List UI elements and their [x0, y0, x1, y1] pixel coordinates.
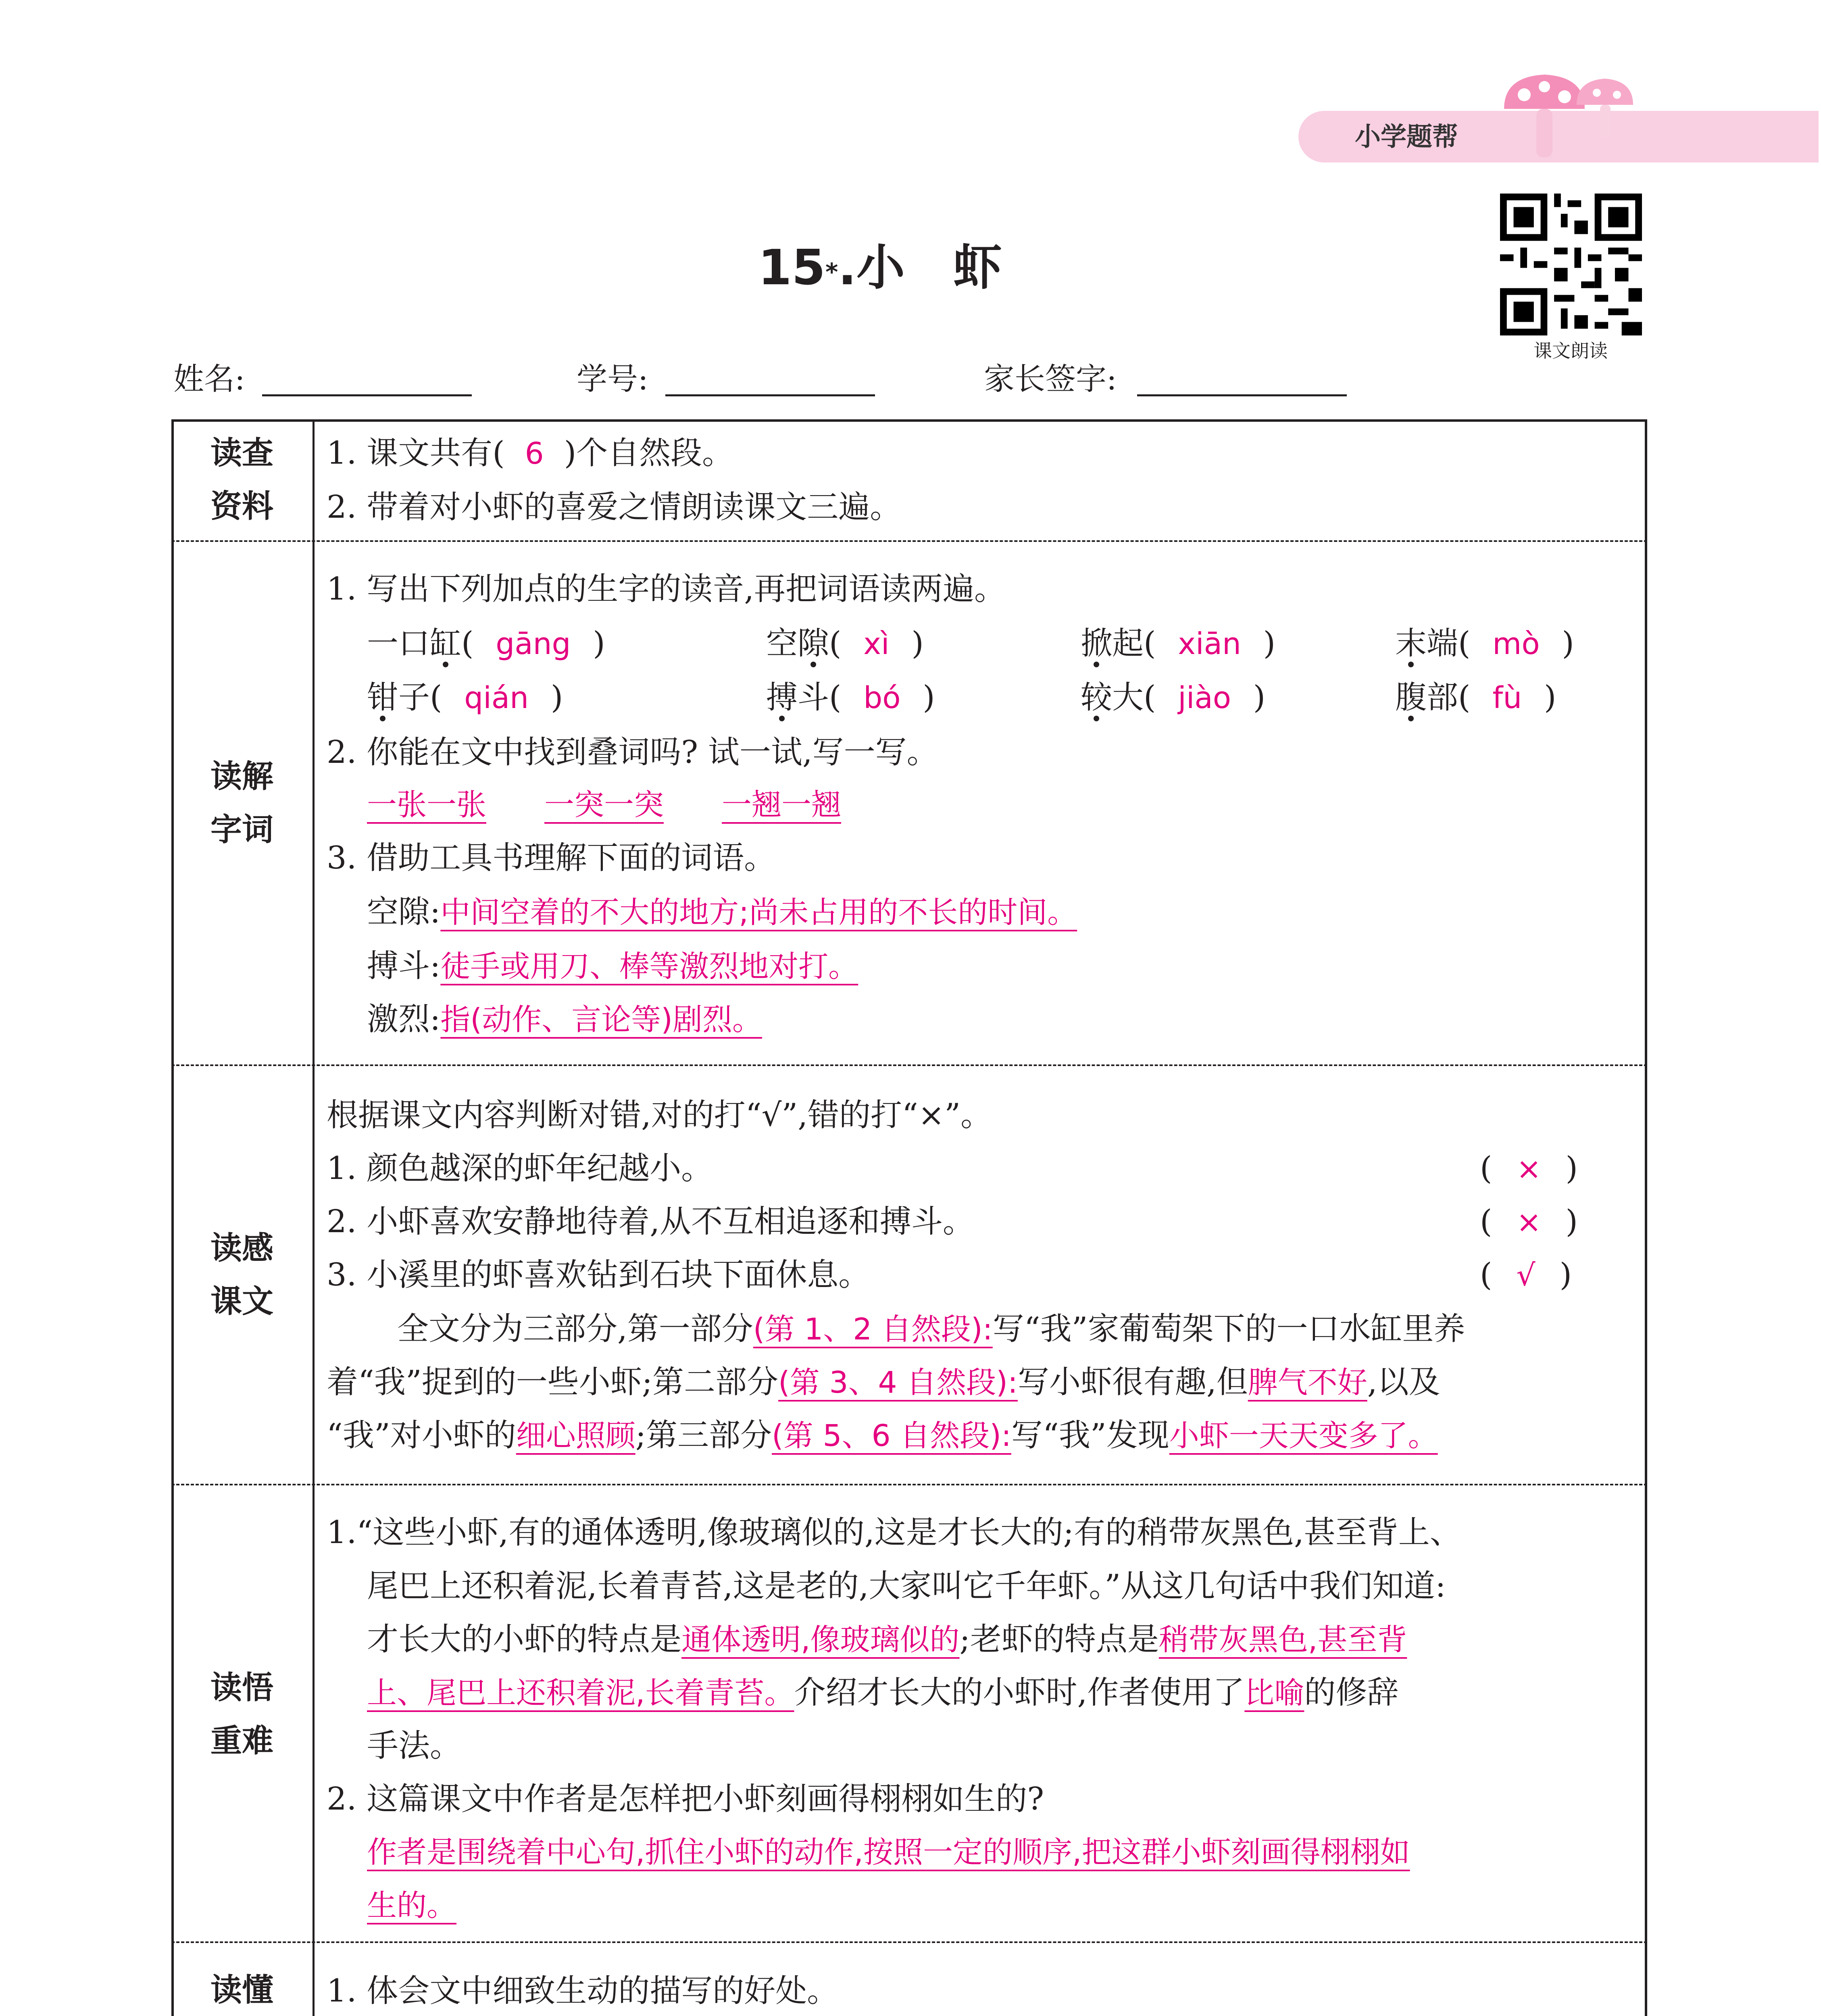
definition-row: 空隙:中间空着的不大的地方;尚未占用的不长的时间。 [367, 894, 1077, 930]
true-false-bracket: ( × ) [1480, 1150, 1578, 1187]
row-divider [171, 1484, 1647, 1485]
true-false-mark: × [1516, 1205, 1542, 1239]
true-false-item: 2. 小虾喜欢安静地待着,从不互相追逐和搏斗。 [327, 1204, 975, 1240]
pinyin-answer: fù [1492, 681, 1522, 715]
section-label-reading-materials: 读查 资料 [210, 435, 273, 525]
quote-question-line: 尾巴上还积着泥,长着青苔,这是老的,大家叫它千年虾。”从这几句话中我们知道: [367, 1568, 1446, 1604]
true-false-instruction: 根据课文内容判断对错,对的打“√”,错的打“×”。 [327, 1097, 992, 1133]
pinyin-answer: xiān [1178, 627, 1241, 661]
quote-question-line: 上、尾巴上还积着泥,长着青苔。介绍才长大的小虾时,作者使用了比喻的修辞 [367, 1674, 1399, 1711]
section-label-methods: 读懂 [210, 1972, 273, 2008]
true-false-mark: × [1516, 1152, 1542, 1186]
definition-answer: 指(动作、言论等)剧烈。 [440, 1002, 763, 1037]
true-false-item: 1. 颜色越深的虾年纪越小。 [327, 1150, 713, 1187]
mushroom-icon [1476, 56, 1645, 185]
structure-paragraph-line: 着“我”捉到的一些小虾;第二部分(第 3、4 自然段):写小虾很有趣,但脾气不好,以及 [327, 1364, 1440, 1400]
row-divider [171, 540, 1647, 542]
lesson-title: 15*.小 虾 [758, 240, 1002, 296]
section-label-text-feeling: 读感 课文 [210, 1230, 273, 1320]
definition-answer: 徒手或用刀、棒等激烈地对打。 [440, 949, 858, 984]
paragraph-count-answer: 6 [525, 436, 544, 471]
reduplicated-words-question: 2. 你能在文中找到叠词吗? 试一试,写一写。 [327, 734, 938, 771]
definition-row: 激烈:指(动作、言论等)剧烈。 [367, 1001, 763, 1037]
pinyin-answer: jiào [1178, 681, 1231, 715]
definition-answer: 中间空着的不大的地方;尚未占用的不长的时间。 [440, 895, 1077, 930]
student-number-field[interactable] [665, 394, 875, 396]
true-false-bracket: ( √ ) [1480, 1257, 1572, 1293]
word-item: 钳子( qián ) [367, 679, 563, 716]
pinyin-answer: xì [863, 627, 890, 661]
word-item: 搏斗( bó ) [766, 679, 935, 716]
word-item: 一口缸( gāng ) [367, 625, 605, 662]
dictionary-question: 3. 借助工具书理解下面的词语。 [327, 840, 776, 876]
definition-row: 搏斗:徒手或用刀、棒等激烈地对打。 [367, 948, 858, 984]
parent-signature-field[interactable] [1137, 394, 1347, 396]
qr-code-icon[interactable] [1500, 194, 1642, 335]
word-item: 较大( jiào ) [1081, 679, 1266, 716]
name-field[interactable] [262, 394, 472, 396]
word-item: 空隙( xì ) [766, 625, 924, 662]
reduplicated-word-answer: 一张一张 [367, 787, 486, 822]
paragraph-count-question: 1. 课文共有( 6 )个自然段。 [327, 435, 734, 471]
row-divider [171, 1064, 1647, 1066]
column-divider [313, 419, 315, 2016]
pinyin-question: 1. 写出下列加点的生字的读音,再把词语读两遍。 [327, 571, 1006, 607]
name-label: 姓名: [173, 361, 245, 397]
vivid-description-answer: 作者是围绕着中心句,抓住小虾的动作,按照一定的顺序,把这群小虾刻画得栩栩如 [367, 1835, 1410, 1870]
pinyin-answer: qián [464, 681, 529, 715]
method-item: 1. 体会文中细致生动的描写的好处。 [327, 1973, 839, 2009]
true-false-item: 3. 小溪里的虾喜欢钻到石块下面休息。 [327, 1257, 870, 1293]
qr-caption: 课文朗读 [1533, 340, 1608, 362]
parent-signature-label: 家长签字: [984, 361, 1117, 397]
pinyin-answer: gāng [496, 627, 571, 661]
true-false-bracket: ( × ) [1480, 1204, 1578, 1240]
vivid-description-question: 2. 这篇课文中作者是怎样把小虾刻画得栩栩如生的? [327, 1781, 1044, 1817]
word-item: 掀起( xiān ) [1081, 625, 1276, 662]
structure-paragraph-line: “我”对小虾的细心照顾;第三部分(第 5、6 自然段):写“我”发现小虾一天天变多了。 [327, 1417, 1438, 1454]
row-divider [171, 1941, 1647, 1943]
vivid-description-answer: 生的。 [367, 1888, 456, 1923]
structure-paragraph-line: 全文分为三部分,第一部分(第 1、2 自然段):写“我”家葡萄架下的一口水缸里养 [397, 1311, 1465, 1347]
reduplicated-word-answer: 一突一突 [544, 787, 664, 822]
word-item: 腹部( fù ) [1395, 679, 1556, 716]
quote-question-line: 1.“这些小虾,有的通体透明,像玻璃似的,这是才长大的;有的稍带灰黑色,甚至背上、 [327, 1514, 1461, 1551]
student-number-label: 学号: [577, 361, 648, 397]
section-label-vocabulary: 读解 字词 [210, 758, 273, 848]
reduplicated-word-answer: 一翘一翘 [722, 787, 841, 822]
quote-question-line: 手法。 [367, 1728, 462, 1764]
pinyin-answer: bó [863, 681, 901, 715]
section-label-key-points: 读悟 重难 [210, 1670, 273, 1759]
word-item: 末端( mò ) [1395, 625, 1574, 662]
brand-name: 小学题帮 [1355, 122, 1458, 152]
pinyin-answer: mò [1492, 627, 1540, 661]
true-false-mark: √ [1516, 1258, 1536, 1293]
read-aloud-task: 2. 带着对小虾的喜爱之情朗读课文三遍。 [327, 489, 902, 525]
quote-question-line: 才长大的小虾的特点是通体透明,像玻璃似的;老虾的特点是稍带灰黑色,甚至背 [367, 1621, 1407, 1658]
